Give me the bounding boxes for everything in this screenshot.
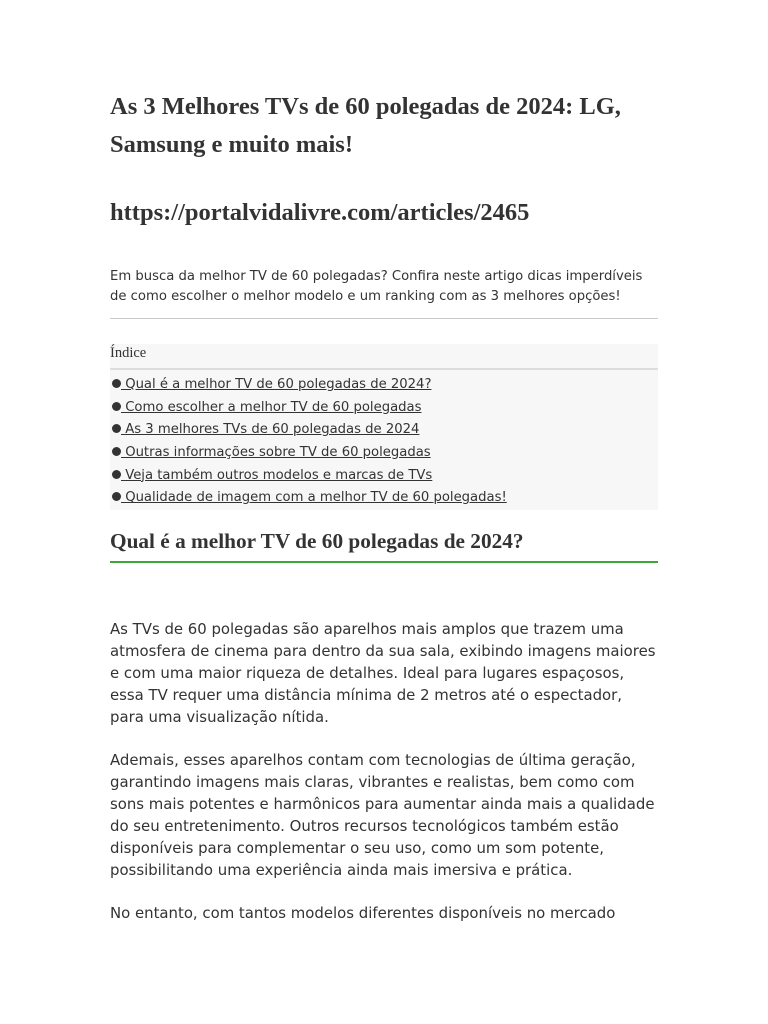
toc-item — [110, 398, 507, 421]
toc-link-como-escolher[interactable]: Como escolher a melhor TV de 60 polegadas — [121, 399, 422, 415]
article-intro: Em busca da melhor TV de 60 polegadas? Confira neste artigo dicas imperdíveis de como escolher o melhor modelo e um ranking com as 3 melhores opções! — [110, 269, 643, 304]
article-url: https://portalvidalivre.com/articles/2465 — [110, 199, 530, 226]
bullet-icon — [112, 470, 121, 479]
table-of-contents — [110, 344, 658, 510]
bullet-icon — [112, 492, 121, 501]
bullet-icon — [112, 424, 121, 433]
toc-title: Índice — [110, 344, 658, 370]
section-heading: Qual é a melhor TV de 60 polegadas de 2024? — [110, 527, 658, 563]
toc-list — [110, 375, 507, 511]
toc-item — [110, 488, 507, 511]
paragraph: No entanto, com tantos modelos diferentes disponíveis no mercado — [110, 904, 616, 922]
toc-item — [110, 443, 507, 466]
toc-item — [110, 420, 507, 443]
toc-item — [110, 466, 507, 489]
toc-link-outros-modelos[interactable]: Veja também outros modelos e marcas de TVs — [121, 467, 433, 483]
toc-link-qual-melhor[interactable]: Qual é a melhor TV de 60 polegadas de 2024? — [121, 377, 432, 392]
bullet-icon — [112, 447, 121, 456]
article-title: As 3 Melhores TVs de 60 polegadas de 2024: LG, Samsung e muito mais! — [110, 93, 621, 158]
toc-item — [110, 375, 507, 398]
bullet-icon — [112, 402, 121, 411]
bullet-icon — [112, 379, 121, 388]
toc-link-outras-informacoes[interactable]: Outras informações sobre TV de 60 polegadas — [121, 445, 431, 461]
paragraph: As TVs de 60 polegadas são aparelhos mais amplos que trazem uma atmosfera de cinema para dentro da sua sala, exibindo imagens maiores e com uma maior riqueza de detalhes. Ideal para lugares espaçosos, essa TV requer uma distância mínima de 2 metros até o espectador, para uma visualização nítida. — [110, 620, 656, 726]
divider — [110, 318, 658, 319]
paragraph: Ademais, esses aparelhos contam com tecnologias de última geração, garantindo imagens mais claras, vibrantes e realistas, bem como com sons mais potentes e harmônicos para aumentar ainda mais a qualidade do seu entretenimento. Outros recursos tecnológicos também estão disponíveis para complementar o seu uso, como um som potente, possibilitando uma experiência ainda mais imersiva e prática. — [110, 751, 655, 879]
toc-link-3-melhores[interactable]: As 3 melhores TVs de 60 polegadas de 2024 — [121, 422, 420, 438]
toc-link-qualidade-imagem[interactable]: Qualidade de imagem com a melhor TV de 60 polegadas! — [121, 490, 507, 506]
